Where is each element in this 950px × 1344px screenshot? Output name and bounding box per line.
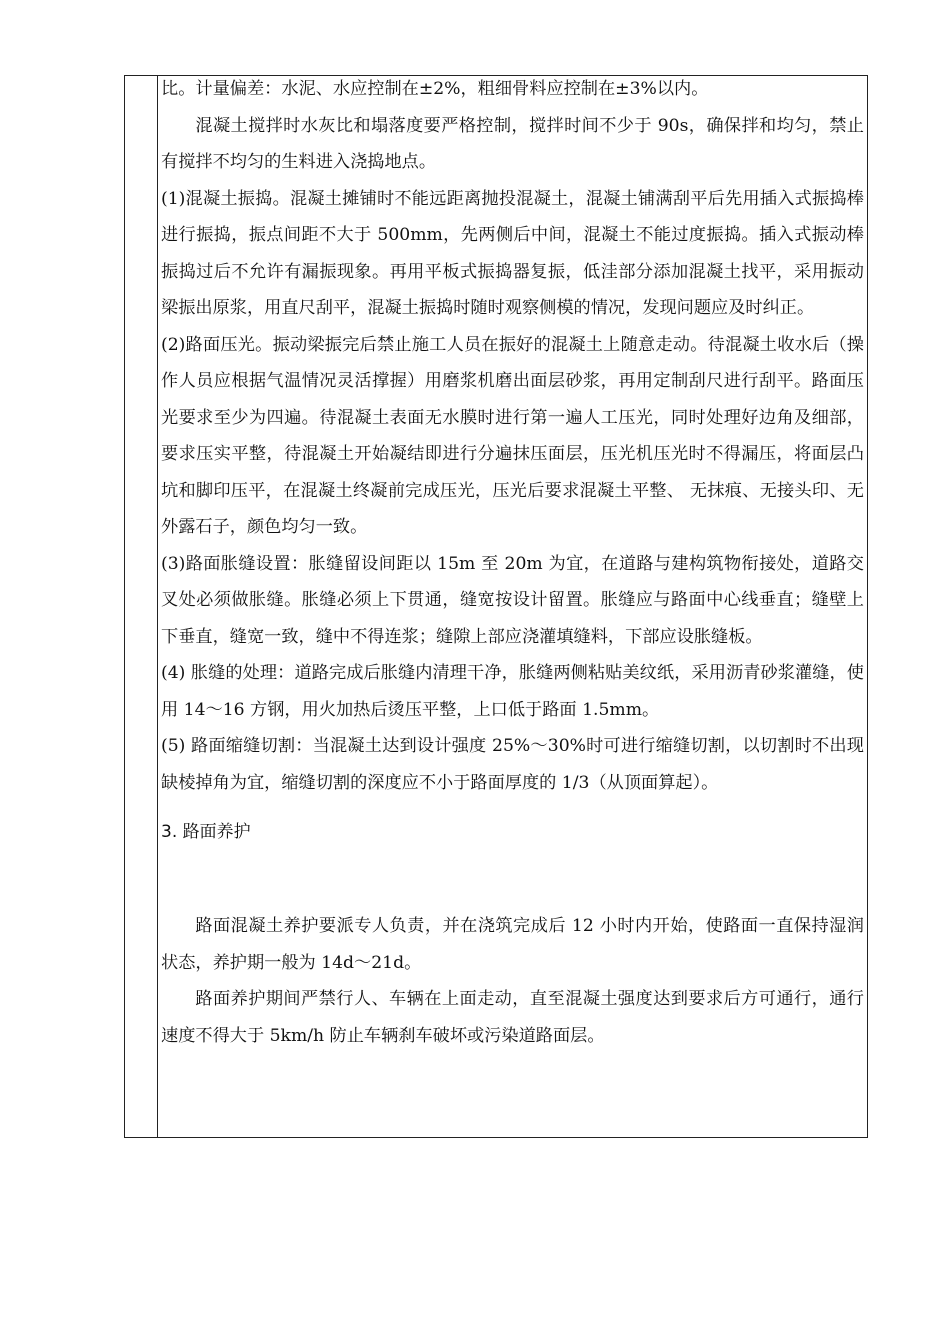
table-content-cell [159, 76, 867, 1137]
paragraph-curing-requirements: 路面混凝土养护要派专人负责，并在浇筑完成后 12 小时内开始，使路面一直保持湿润状态，养护期一般为 14d～21d。 [161, 916, 864, 973]
section-spacer [161, 850, 864, 908]
table-left-column [125, 76, 158, 1137]
paragraph-shrinkage-joint-cutting: (5) 路面缩缝切割：当混凝土达到设计强度 25%～30%时可进行缩缝切割，以切割时不出现缺棱掉角为宜，缩缝切割的深度应不小于路面厚度的 1/3（从顶面算起）。 [161, 736, 864, 793]
paragraph-measurement-deviation: 比。计量偏差：水泥、水应控制在±2%，粗细骨料应控制在±3%以内。 [161, 79, 709, 99]
paragraph-concrete-vibration: (1)混凝土振捣。混凝土摊铺时不能远距离抛投混凝土，混凝土铺满刮平后先用插入式振捣棒进行振捣，振点间距不大于 500mm，先两侧后中间，混凝土不能过度振捣。插入式振动棒振捣过后不允许有漏振现象。再用平板式振捣器复振，低洼部分添加混凝土找平，采用振动梁振出原浆，用直尺刮平，混凝土振捣时随时观察侧模的情况，发现问题应及时纠正。 [161, 188, 864, 318]
paragraph-expansion-joint-setting: (3)路面胀缝设置：胀缝留设间距以 15m 至 20m 为宜，在道路与建构筑物衔接处，道路交叉处必须做胀缝。胀缝必须上下贯通，缝宽按设计留置。胀缝应与路面中心线垂直；缝壁上下垂直，缝宽一致，缝中不得连浆；缝隙上部应浇灌填缝料，下部应设胀缝板。 [161, 553, 864, 647]
paragraph-mixing-control: 混凝土搅拌时水灰比和塌落度要严格控制，搅拌时间不少于 90s，确保拌和均匀，禁止有搅拌不均匀的生料进入浇捣地点。 [161, 115, 864, 172]
document-table [124, 75, 868, 1138]
paragraph-curing-traffic-restriction: 路面养护期间严禁行人、车辆在上面走动，直至混凝土强度达到要求后方可通行，通行速度不得大于 5km/h 防止车辆刹车破坏或污染道路面层。 [161, 989, 864, 1046]
section-heading-pavement-curing: 3. 路面养护 [161, 822, 251, 842]
paragraph-expansion-joint-treatment: (4) 胀缝的处理：道路完成后胀缝内清理干净，胀缝两侧粘贴美纹纸，采用沥青砂浆灌缝，使用 14～16 方钢，用火加热后烫压平整，上口低于路面 1.5mm。 [161, 663, 864, 720]
paragraph-surface-finishing: (2)路面压光。振动梁振完后禁止施工人员在振好的混凝土上随意走动。待混凝土收水后（操作人员应根据气温情况灵活撑握）用磨浆机磨出面层砂浆，再用定制刮尺进行刮平。路面压光要求至少为四遍。待混凝土表面无水膜时进行第一遍人工压光，同时处理好边角及细部，要求压实平整，待混凝土开始凝结即进行分遍抹压面层，压光机压光时不得漏压，将面层凸坑和脚印压平，在混凝土终凝前完成压光，压光后要求混凝土平整、 无抹痕、无接头印、无外露石子，颜色均匀一致。 [161, 334, 864, 537]
